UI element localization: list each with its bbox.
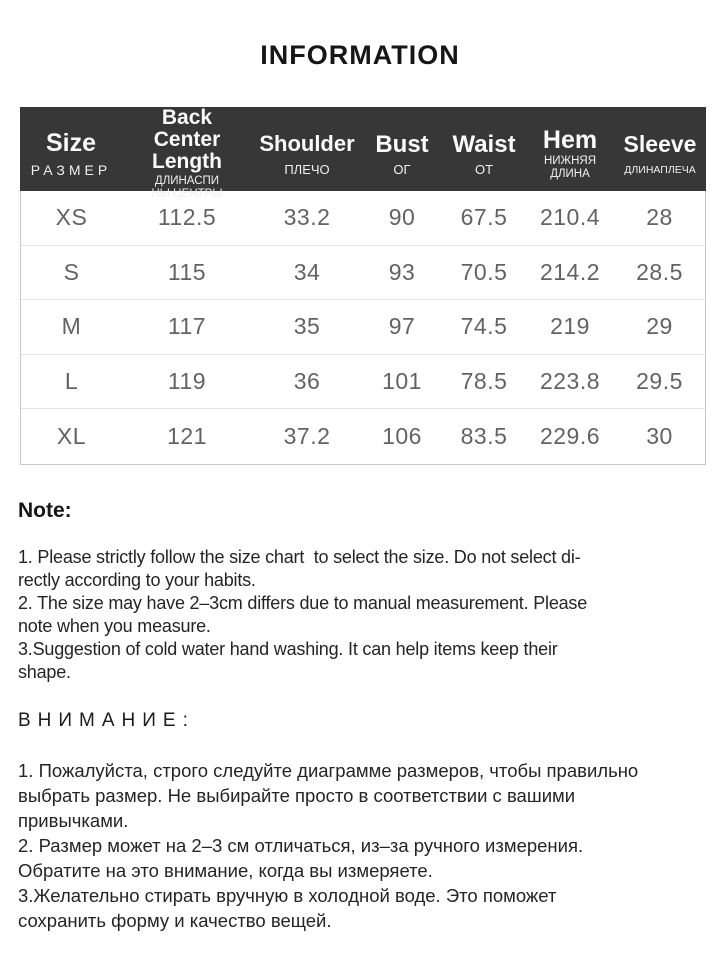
note-line-ru: выбрать размер. Не выбирайте просто в соответствии с вашими (18, 784, 576, 806)
cell-sleeve: 29 (646, 313, 673, 340)
size-table (20, 107, 706, 465)
cell-bust: 101 (382, 367, 422, 394)
col-header-waist (442, 132, 526, 177)
cell-shoulder: 36 (293, 367, 321, 394)
col-header-sleeve-ru: ДЛИНАПЛЕЧА (624, 163, 696, 176)
cell-bust: 97 (388, 313, 416, 340)
cell-hem: 229.6 (539, 422, 601, 449)
cell-back-center-length: 117 (167, 313, 207, 340)
table-row (21, 300, 705, 355)
cell-shoulder: 33.2 (283, 204, 331, 231)
note-line-ru: 1. Пожалуйста, строго следуйте диаграмме размеров, чтобы правильно (18, 759, 639, 781)
note-line-ru: 3.Желательно стирать вручную в холодной воде. Это поможет (18, 884, 557, 906)
col-header-size-en: Size (45, 129, 97, 158)
col-header-bust (362, 132, 442, 177)
table-row (21, 355, 705, 410)
table-row (21, 246, 705, 301)
note-text-ru (18, 758, 702, 933)
cell-sleeve: 29.5 (636, 367, 683, 394)
cell-hem: 223.8 (539, 367, 601, 394)
col-header-shoulder-ru: ПЛЕЧО (284, 161, 330, 177)
note-line-en: note when you measure. (18, 615, 211, 636)
note-line-ru: привычками. (18, 809, 129, 831)
cell-back-center-length: 112.5 (157, 204, 217, 231)
note-heading-en: Note: (18, 498, 72, 522)
note-line-ru: сохранить форму и качество вещей. (18, 909, 332, 931)
cell-size: L (64, 367, 79, 394)
cell-waist: 74.5 (460, 313, 508, 340)
note-line-en: 2. The size may have 2–3cm differs due to manual measurement. Please (18, 592, 588, 613)
note-line-en: 3.Suggestion of cold water hand washing. It can help items keep their (18, 638, 558, 659)
cell-waist: 83.5 (460, 422, 508, 449)
cell-back-center-length: 115 (167, 258, 207, 285)
col-header-sleeve (614, 132, 706, 175)
cell-back-center-length: 119 (167, 367, 207, 394)
cell-bust: 106 (382, 422, 422, 449)
table-row (21, 409, 705, 464)
cell-shoulder: 35 (293, 313, 321, 340)
col-header-back-center-length (122, 107, 252, 201)
note-line-ru: 2. Размер может на 2–3 см отличаться, из–за ручного измерения. (18, 834, 584, 856)
col-header-shoulder-en: Shoulder (259, 130, 355, 156)
cell-hem: 210.4 (539, 204, 601, 231)
cell-size: XS (55, 204, 88, 231)
page-title: INFORMATION (260, 40, 460, 70)
col-header-back-center-length-en: Back Center Length (152, 106, 222, 173)
note-line-en: rectly according to your habits. (18, 569, 256, 590)
col-header-back-center-length-ru: ДЛИНАСПИ НЫ ЦЕНТРЫ (151, 175, 223, 200)
cell-waist: 78.5 (460, 367, 508, 394)
cell-sleeve: 30 (646, 422, 673, 449)
cell-shoulder: 37.2 (283, 422, 331, 449)
note-line-en: 1. Please strictly follow the size chart to select the size. Do not select di- (18, 546, 581, 567)
col-header-size (20, 130, 122, 178)
col-header-bust-ru: ОГ (393, 161, 411, 177)
cell-bust: 90 (388, 204, 416, 231)
size-table-body (20, 191, 706, 465)
col-header-waist-en: Waist (452, 130, 516, 158)
col-header-bust-en: Bust (375, 130, 429, 158)
cell-shoulder: 34 (293, 258, 321, 285)
cell-size: S (63, 258, 80, 285)
note-line-en: shape. (18, 661, 71, 682)
note-heading-ru: ВНИМАНИЕ: (18, 709, 195, 731)
col-header-hem-en: Hem (542, 125, 598, 154)
cell-size: M (61, 313, 82, 340)
cell-sleeve: 28 (646, 204, 673, 231)
cell-bust: 93 (388, 258, 416, 285)
col-header-waist-ru: ОТ (474, 161, 494, 177)
cell-hem: 219 (550, 313, 590, 340)
note-line-ru: Обратите на это внимание, когда вы измеряете. (18, 859, 433, 881)
col-header-hem-ru: НИЖНЯЯ ДЛИНА (543, 155, 597, 181)
size-table-header (20, 106, 706, 200)
cell-back-center-length: 121 (167, 422, 207, 449)
cell-waist: 67.5 (460, 204, 508, 231)
cell-sleeve: 28.5 (636, 258, 683, 285)
cell-size: XL (56, 422, 87, 449)
cell-hem: 214.2 (539, 258, 601, 285)
col-header-shoulder (252, 132, 362, 177)
col-header-size-ru: РАЗМЕР (30, 162, 112, 179)
col-header-hem (526, 127, 614, 181)
col-header-sleeve-en: Sleeve (623, 131, 697, 158)
note-text-en (18, 546, 702, 684)
cell-waist: 70.5 (460, 258, 508, 285)
